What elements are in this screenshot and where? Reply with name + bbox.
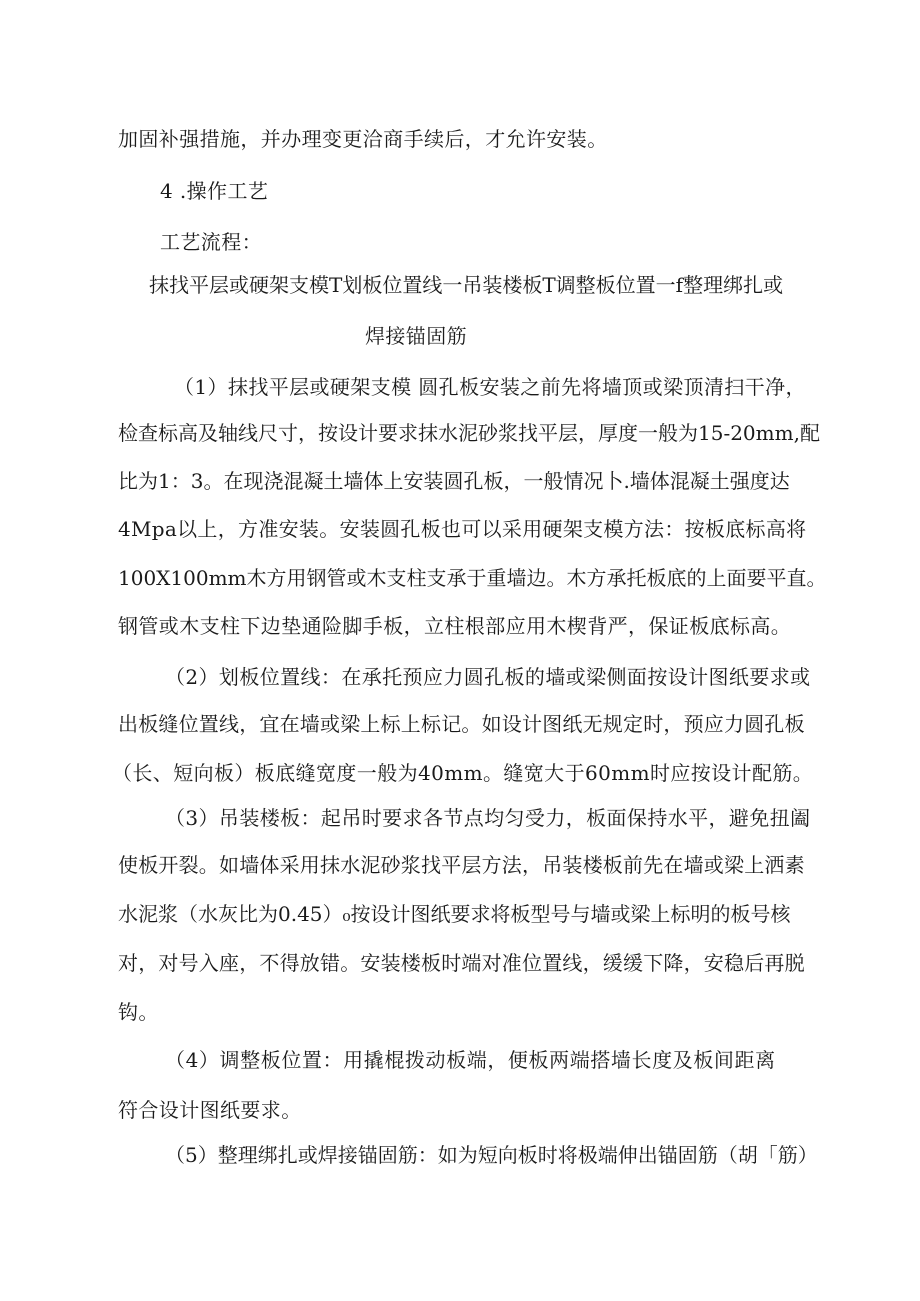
paragraph-line: （1）抹找平层或硬架支模 圆孔板安装之前先将墙顶或梁顶清扫干净， (174, 375, 806, 399)
paragraph-line: （3）吊装楼板：起吊时要求各节点均匀受力，板面保持水平，避免扭阖 (165, 806, 811, 830)
paragraph-line: 加固补强措施，并办理变更洽商手续后，才允许安装。 (118, 127, 608, 151)
subheading: 工艺流程： (160, 230, 262, 254)
section-heading: 4 .操作工艺 (160, 179, 269, 203)
paragraph-line: 100X100mm木方用钢管或木支柱支承于重墙边。木方承托板底的上面要平直。 (118, 566, 827, 590)
paragraph-line: 出板缝位置线，宜在墙或梁上标上标记。如设计图纸无规定时，预应力圆孔板 (118, 712, 805, 736)
paragraph-line: （5）整理绑扎或焊接锚固筋：如为短向板时将极端伸出锚固筋（胡「筋） (165, 1143, 818, 1167)
paragraph-line: 使板开裂。如墙体采用抹水泥砂浆找平层方法，吊装楼板前先在墙或梁上洒素 (118, 853, 805, 877)
paragraph-line: 对，对号入座，不得放错。安装楼板时端对准位置线，缓缓下降，安稳后再脱 (118, 951, 805, 975)
paragraph-line: 4Mpa以上，方准安装。安装圆孔板也可以采用硬架支模方法：按板底标高将 (118, 517, 807, 541)
paragraph-line: 符合设计图纸要求。 (118, 1098, 302, 1122)
paragraph-line: （长、短向板）板底缝宽度一般为40mm。缝宽大于60mm时应按设计配筋。 (112, 761, 814, 785)
paragraph-line: （4）调整板位置：用撬棍拨动板端，便板两端搭墙长度及板间距离 (165, 1048, 776, 1072)
paragraph-line: 水泥浆（水灰比为0.45）₀按设计图纸要求将板型号与墙或梁上标明的板号核 (118, 902, 791, 926)
process-flow-line: 焊接锚固筋 (365, 324, 467, 348)
paragraph-line: 比为1：3。在现浇混凝土墙体上安装圆孔板，一般情况卜.墙体混凝土强度达 (118, 469, 790, 493)
paragraph-line: 钢管或木支柱下边垫通险脚手板，立柱根部应用木楔背严，保证板底标高。 (118, 614, 792, 638)
paragraph-line: 钩。 (118, 1000, 159, 1024)
paragraph-line: 检查标高及轴线尺寸，按设计要求抹水泥砂浆找平层，厚度一般为15-20mm,配 (118, 421, 820, 445)
paragraph-line: （2）划板位置线：在承托预应力圆孔板的墙或梁侧面按设计图纸要求或 (165, 665, 811, 689)
process-flow-line: 抹找平层或硬架支模T划板位置线一吊装楼板T调整板位置一f整理绑扎或 (149, 273, 784, 297)
